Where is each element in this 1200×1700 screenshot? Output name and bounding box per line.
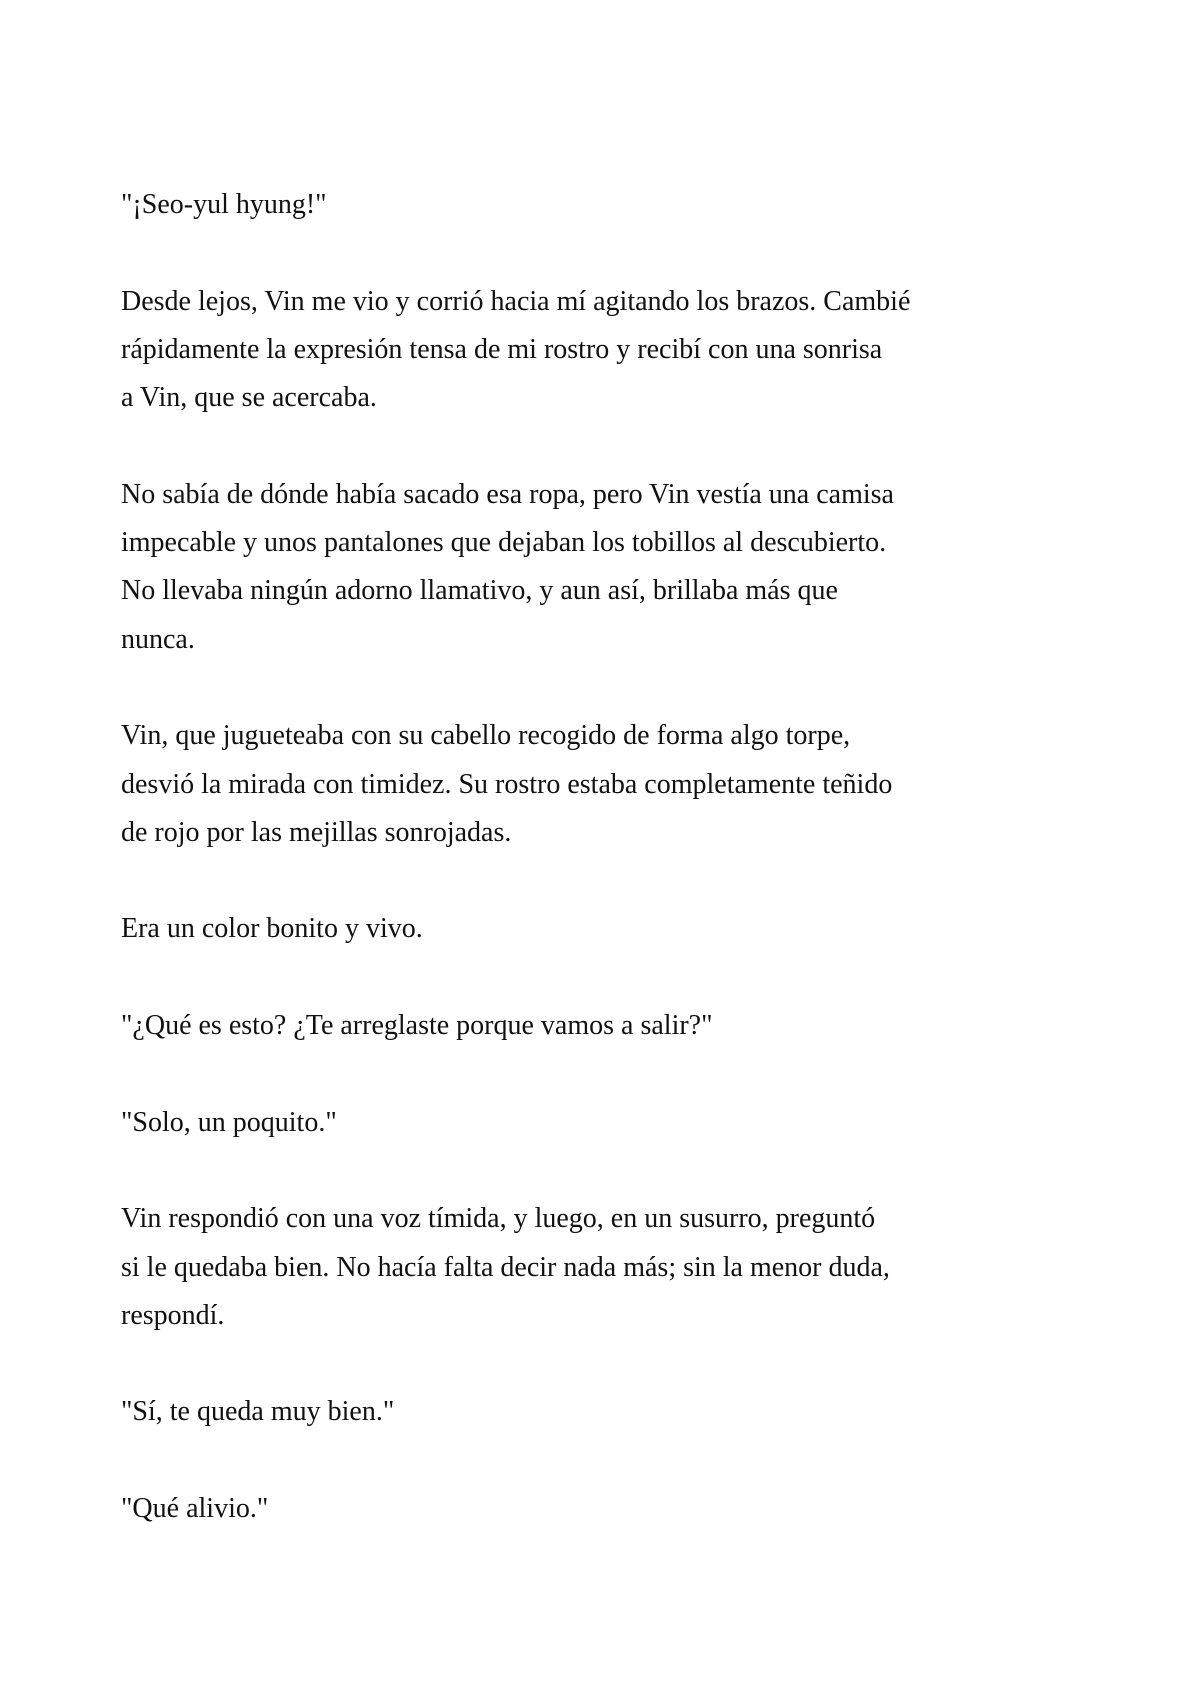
text-line: "Sí, te queda muy bien." [121, 1396, 395, 1428]
paragraph [121, 712, 1091, 857]
text-line: "¡Seo-yul hyung!" [121, 189, 327, 220]
text-line: de rojo por las mejillas sonrojadas. [121, 816, 512, 848]
text-line: respondí. [121, 1299, 225, 1331]
text-line: desvió la mirada con timidez. Su rostro estaba completamente teñido [121, 768, 893, 800]
paragraph [121, 1388, 1091, 1436]
paragraph [121, 905, 1091, 953]
text-line: Vin, que jugueteaba con su cabello recogido de forma algo torpe, [121, 720, 851, 752]
document-page [121, 181, 1091, 1582]
paragraph [121, 1485, 1091, 1533]
text-line: Vin respondió con una voz tímida, y luego, en un susurro, preguntó [121, 1203, 876, 1235]
paragraph [121, 471, 1091, 664]
text-line: No llevaba ningún adorno llamativo, y aun así, brillaba más que [121, 575, 838, 607]
text-line: No sabía de dónde había sacado esa ropa, pero Vin vestía una camisa [121, 478, 894, 510]
paragraph [121, 181, 1091, 229]
paragraph [121, 1195, 1091, 1340]
text-line: "¿Qué es esto? ¿Te arreglaste porque vamos a salir?" [121, 1010, 713, 1042]
paragraph [121, 1099, 1091, 1147]
text-line: "Qué alivio." [121, 1493, 269, 1525]
text-line: Era un color bonito y vivo. [121, 913, 423, 945]
text-line: si le quedaba bien. No hacía falta decir nada más; sin la menor duda, [121, 1251, 890, 1283]
paragraph [121, 278, 1091, 423]
text-line: nunca. [121, 623, 195, 655]
text-line: impecable y unos pantalones que dejaban los tobillos al descubierto. [121, 527, 887, 559]
paragraph [121, 1002, 1091, 1050]
text-line: a Vin, que se acercaba. [121, 382, 377, 414]
text-line: Desde lejos, Vin me vio y corrió hacia mí agitando los brazos. Cambié [121, 285, 911, 317]
text-line: "Solo, un poquito." [121, 1106, 337, 1138]
text-line: rápidamente la expresión tensa de mi rostro y recibí con una sonrisa [121, 333, 883, 365]
